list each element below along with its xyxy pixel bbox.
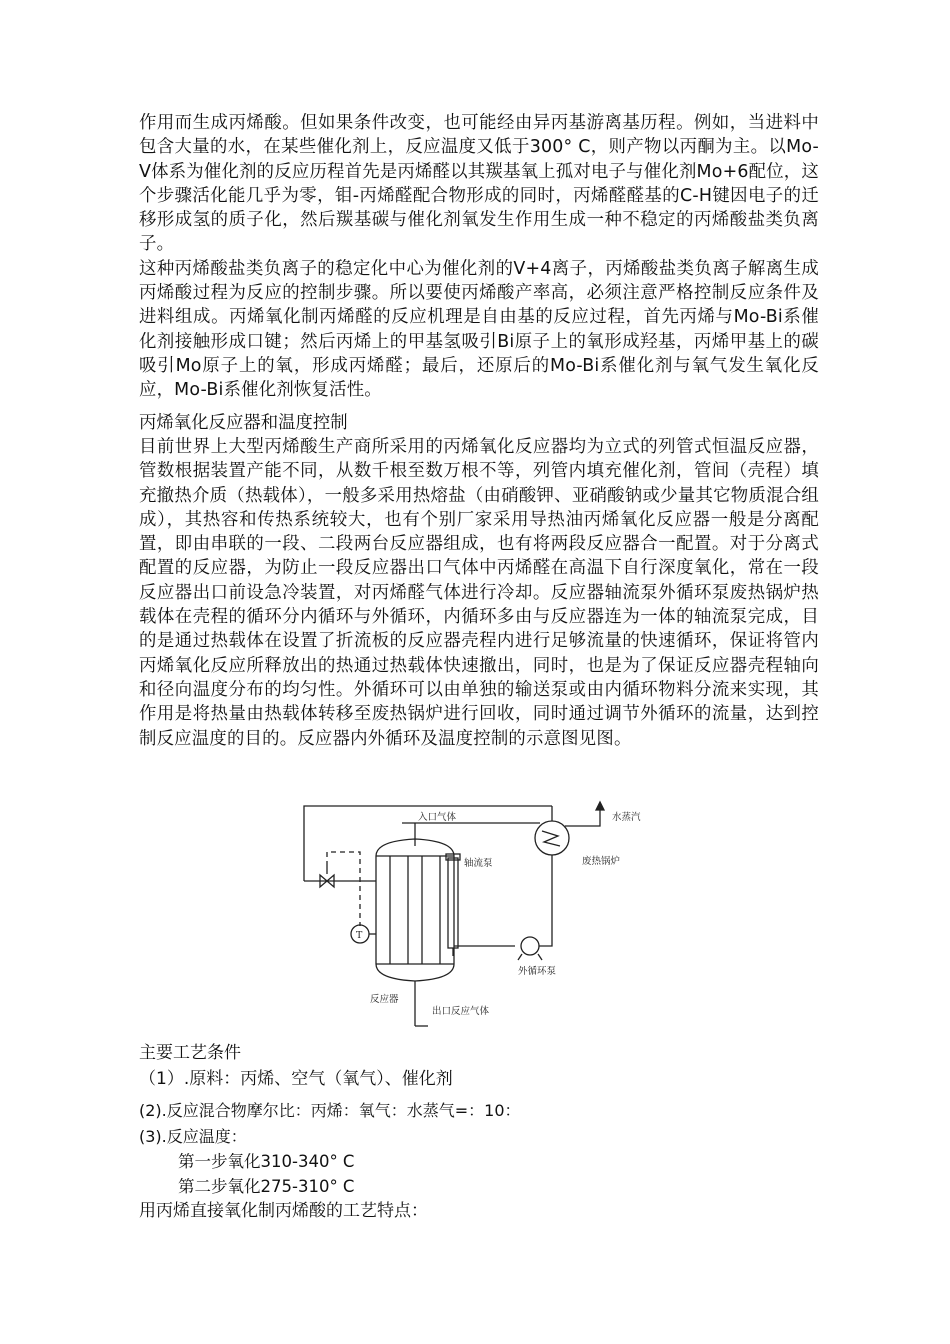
paragraph-mechanism: 作用而生成丙烯酸。但如果条件改变，也可能经由异丙基游离基历程。例如，当进料中包含大量的水，在某些催化剂上，反应温度又低于300° C，则产物以丙酮为主。以Mo-V体系为催化剂的反应历程首先是丙烯醛以其羰基氧上孤对电子与催化剂Mo+6配位，这个步骤活化能几乎为零，钼-丙烯醛配合物形成的同时，丙烯醛醛基的C-H键因电子的迁移形成氢的质子化，然后羰基碳与催化剂氧发生作用生成一种不稳定的丙烯酸盐类负离子。 <box>139 113 819 255</box>
temperature-step-1: 第一步氧化310-340° C <box>178 1152 355 1171</box>
label-reactor: 反应器 <box>370 994 399 1005</box>
condition-item-1: （1）.原料：丙烯、空气（氧气）、催化剂 <box>139 1069 453 1089</box>
temperature-step-2: 第二步氧化275-310° C <box>178 1177 355 1196</box>
conditions-title: 主要工艺条件 <box>139 1043 241 1063</box>
process-features-heading: 用丙烯直接氧化制丙烯酸的工艺特点： <box>139 1201 428 1221</box>
paragraph-reactor: 目前世界上大型丙烯酸生产商所采用的丙烯氧化反应器均为立式的列管式恒温反应器，管数根据装置产能不同，从数千根至数万根不等，列管内填充催化剂，管间（壳程）填充撤热介质（热载体），一般多采用热熔盐（由硝酸钾、亚硝酸钠或少量其它物质混合组成），其热容和传热系统较大，也有个别厂家采用导热油丙烯氧化反应器一般是分离配置，即由串联的一段、二段两台反应器组成，也有将两段反应器合一配置。对于分离式配置的反应器，为防止一段反应器出口气体中丙烯醛在高温下自行深度氧化，常在一段反应器出口前设急冷装置，对丙烯醛气体进行冷却。反应器轴流泵外循环泵废热锅炉热载体在壳程的循环分内循环与外循环，内循环多由与反应器连为一体的轴流泵完成，目的是通过热载体在设置了折流板的反应器壳程内进行足够流量的快速循环，保证将管内丙烯氧化反应所释放出的热通过热载体快速撤出，同时，也是为了保证反应器壳程轴向和径向温度分布的均匀性。外循环可以由单独的输送泵或由内循环物料分流来实现，其作用是将热量由热载体转移至废热锅炉进行回收，同时通过调节外循环的流量，达到控制反应温度的目的。反应器内外循环及温度控制的示意图见图。 <box>139 437 819 749</box>
label-steam: 水蒸汽 <box>612 812 641 823</box>
temperature-symbol: T <box>356 930 363 941</box>
label-inlet-gas: 入口气体 <box>418 812 457 823</box>
condition-item-3: (3).反应温度： <box>139 1127 247 1146</box>
reactor-diagram <box>290 796 670 1036</box>
paragraph-stabilization: 这种丙烯酸盐类负离子的稳定化中心为催化剂的V+4离子，丙烯酸盐类负离子解离生成丙烯酸过程为反应的控制步骤。所以要使丙烯酸产率高，必须注意严格控制反应条件及进料组成。丙烯氧化制丙烯醛的反应机理是自由基的反应过程，首先丙烯与Mo-Bi系催化剂接触形成口键；然后丙烯上的甲基氢吸引Bi原子上的氧形成羟基，丙烯甲基上的碳吸引Mo原子上的氧，形成丙烯醛；最后，还原后的Mo-Bi系催化剂与氧气发生氧化反应，Mo-Bi系催化剂恢复活性。 <box>139 258 819 401</box>
condition-item-2: (2).反应混合物摩尔比：丙烯：氧气：水蒸气=：10： <box>139 1101 521 1120</box>
label-axial-pump: 轴流泵 <box>464 858 493 869</box>
section-title: 丙烯氧化反应器和温度控制 <box>139 413 348 433</box>
body-text-block-2 <box>139 435 819 751</box>
label-waste-heat-boiler: 废热锅炉 <box>582 856 621 867</box>
label-external-pump: 外循环泵 <box>518 966 557 977</box>
body-text-block-1 <box>139 111 819 403</box>
label-outlet-gas: 出口反应气体 <box>432 1006 490 1017</box>
